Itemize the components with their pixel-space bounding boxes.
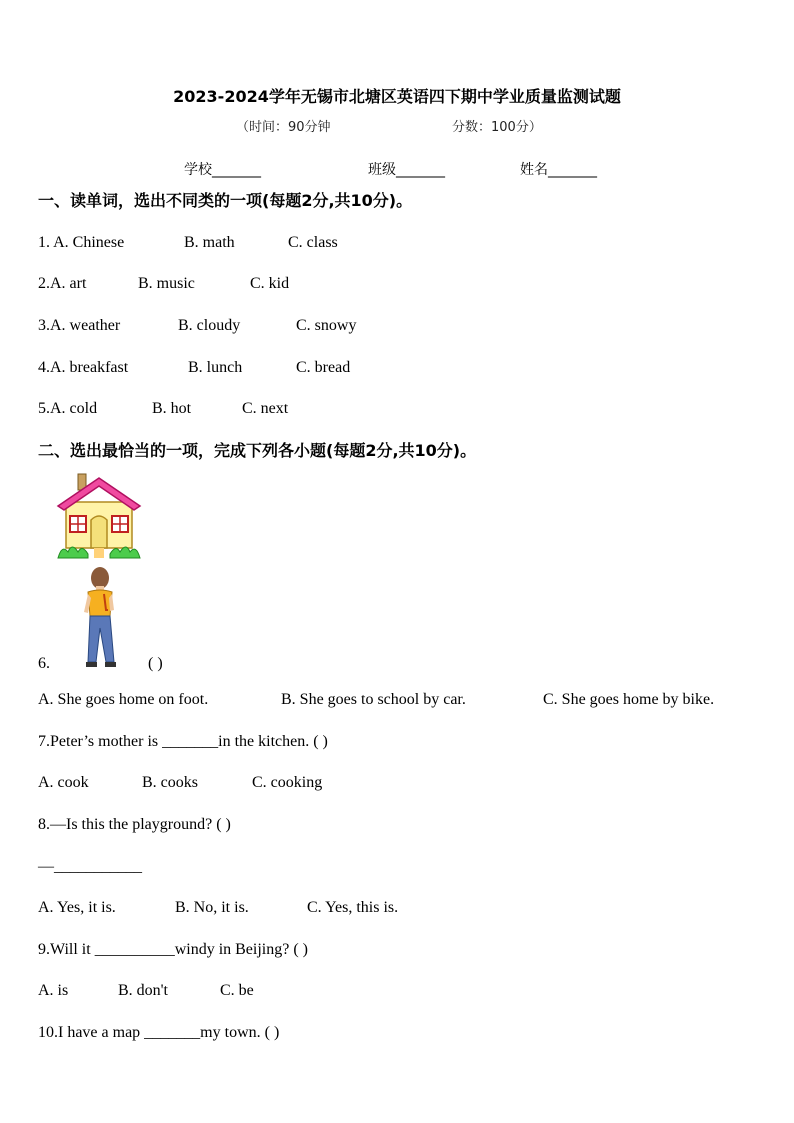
q4-option-b: B. lunch (188, 359, 243, 376)
q8-option-c: C. Yes, this is. (307, 899, 399, 916)
q6-option-b: B. She goes to school by car. (281, 691, 466, 708)
question-9-options (38, 981, 254, 1001)
q9-option-b: B. don't (118, 982, 168, 999)
q7-option-a: A. cook (38, 774, 89, 791)
q5-option-a: 5.A. cold (38, 400, 98, 417)
q7-stem: 7.Peter’s mother is _______in the kitchen. ( ) (38, 733, 328, 750)
school-field: 学校_______ (184, 162, 261, 178)
q6-option-a: A. She goes home on foot. (38, 691, 209, 708)
question-1 (38, 233, 338, 253)
girl-image (80, 566, 120, 670)
q7-option-b: B. cooks (142, 774, 198, 791)
q4-option-a: 4.A. breakfast (38, 359, 129, 376)
question-5 (38, 399, 288, 419)
q3-option-b: B. cloudy (178, 317, 241, 334)
class-field: 班级_______ (368, 162, 445, 178)
q8-option-b: B. No, it is. (175, 899, 249, 916)
question-3 (38, 316, 356, 336)
q10-stem: 10.I have a map _______my town. ( ) (38, 1024, 280, 1041)
q6-option-c: C. She goes home by bike. (543, 691, 715, 708)
question-7-options (38, 773, 322, 793)
q1-option-c: C. class (288, 234, 338, 251)
score-info: 分数：100分） (452, 120, 542, 135)
q2-option-a: 2.A. art (38, 275, 87, 292)
q6-bracket: ( ) (148, 655, 163, 672)
q3-option-c: C. snowy (296, 317, 357, 334)
q6-number: 6. (38, 655, 50, 672)
page-title: 2023-2024学年无锡市北塘区英语四下期中学业质量监测试题 (173, 87, 621, 106)
q9-stem: 9.Will it __________windy in Beijing? ( ) (38, 941, 308, 958)
q4-option-c: C. bread (296, 359, 351, 376)
q2-option-b: B. music (138, 275, 195, 292)
name-field: 姓名_______ (520, 162, 597, 178)
time-info: （时间：90分钟 (236, 120, 331, 135)
q8-option-a: A. Yes, it is. (38, 899, 116, 916)
question-4 (38, 358, 350, 378)
section2-heading: 二、选出最恰当的一项，完成下列各小题(每题2分,共10分)。 (38, 441, 477, 460)
section1-heading: 一、读单词，选出不同类的一项(每题2分,共10分)。 (38, 191, 413, 210)
q8-stem: 8.—Is this the playground? ( ) (38, 816, 231, 833)
q9-option-c: C. be (220, 982, 254, 999)
q8-answer-line: —___________ (38, 858, 142, 875)
question-2 (38, 274, 289, 294)
q1-option-a: 1. A. Chinese (38, 234, 125, 251)
house-image (54, 472, 144, 560)
question-8-options (38, 898, 398, 918)
q7-option-c: C. cooking (252, 774, 323, 791)
q5-option-c: C. next (242, 400, 289, 417)
q9-option-a: A. is (38, 982, 69, 999)
q5-option-b: B. hot (152, 400, 192, 417)
q1-option-b: B. math (184, 234, 235, 251)
q3-option-a: 3.A. weather (38, 317, 121, 334)
question-6-options (38, 690, 714, 710)
q2-option-c: C. kid (250, 275, 290, 292)
